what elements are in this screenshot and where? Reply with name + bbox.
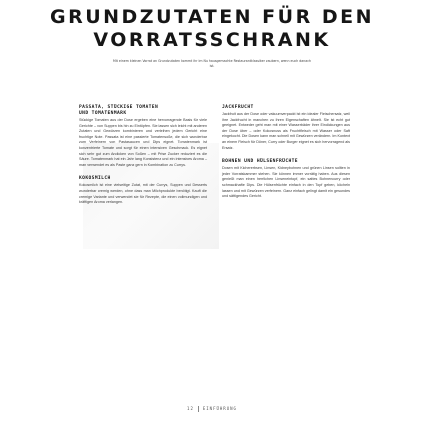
section-text-bohnen: Dosen mit Kichererbsen, Linsen, Kidneybohnen und grünen Linsen sollten in jeder Vorratskammer stehen. Sie können immer vorrätig haben. Aus diesen genießt man einen herrlichen Linseneintopf, ein sattes Bohnencurry oder schmackhafte Dips. Die Hülsenfrüchte einfach in den Topf geben, köcheln lassen und mit Gewürzen verfeinern. Ganz einfach gelingt damit ein gesundes und sättigendes Gericht. — [222, 166, 350, 199]
page-title — [0, 6, 424, 52]
section-text-passata: Stückige Tomaten aus der Dose ergeben eine hervorragende Basis für viele Gerichte – von Suppen bis hin zu Eintöpfen. Sie lassen sich leicht mit anderen Zutaten und Gewürzen kombinieren und verleihen jedem Gericht eine fruchtige Note. Passata ist eine passierte Tomatensoße, die sich wunderbar zum Verfeinern von Pastasaucen und Dips eignet. Tomatenmark ist konzentrierte Tomate und sorgt für einen intensiven Geschmack. Es eignet sich sehr gut zum Andicken von Soßen – mit Prise Zucker reduziert es die Säure. Tomatenmark hat ein Jahr lang Konsistenz und ein intensives Aroma – man verwendet es als Paste ganz gern in Kombination zu Currys. — [79, 118, 207, 167]
section-heading-jackfruit: JACKFRUCHT — [222, 105, 254, 110]
left-column — [79, 105, 207, 206]
page-footer — [0, 406, 424, 412]
right-column — [222, 105, 350, 200]
section-heading-bohnen: BOHNEN UND HÜLSENFRÜCHTE — [222, 159, 298, 165]
passata-heading-line-2: UND TOMATENMARK — [79, 111, 127, 116]
section-text-jackfruit: Jackfruit aus der Dose oder vakuumverpackt ist ein idealer Fleischersatz, weil ihre Jackfrucht in manchen zu ihren Eigenschaften ähnelt. Sie ist echt gut geeignet. Entweder geht man mit einer Wasserbäder ihrer Eindickungen aus der Dose über – oder Kokosnuss als Fruchtfleisch mit Wasser oder Saft eingekocht. Die Dosen kann man schnell mit Gewürzen verändern. Im Kontext an einem Fleisch für Döner, Curry oder Burger eignet es sich hervorragend als Ersatz. — [222, 112, 350, 150]
passata-heading-line-1: PASSATA, STÜCKIGE TOMATEN — [79, 105, 159, 110]
section-heading-kokosmilch: KOKOSMILCH — [79, 176, 111, 182]
section-heading-passata — [79, 105, 207, 117]
footer-divider — [198, 406, 199, 412]
page-title-line-2: VORRATSSCHRANK — [93, 29, 331, 51]
section-label: EINFÜHRUNG — [202, 406, 237, 411]
page-title-line-1: GRUNDZUTATEN FÜR DEN — [49, 6, 374, 28]
intro-text: Mit einem kleinen Vorrat an Grundzutaten kommt ihr im Nu hausgemachte Restaurantklassiker zaubern, wenn euch danach ist. — [113, 59, 311, 68]
page-number: 12 — [187, 406, 194, 411]
section-text-kokosmilch: Kokosmilch ist eine vielseitige Zutat, mit der Currys, Suppen und Desserts wunderbar cremig werden, ohne dass man Milchprodukte benötigt. Kauft die cremige Variante und verwendet sie für Rezepte, die einen vollmundigen und kräftigen Aroma verlangen. — [79, 183, 207, 205]
